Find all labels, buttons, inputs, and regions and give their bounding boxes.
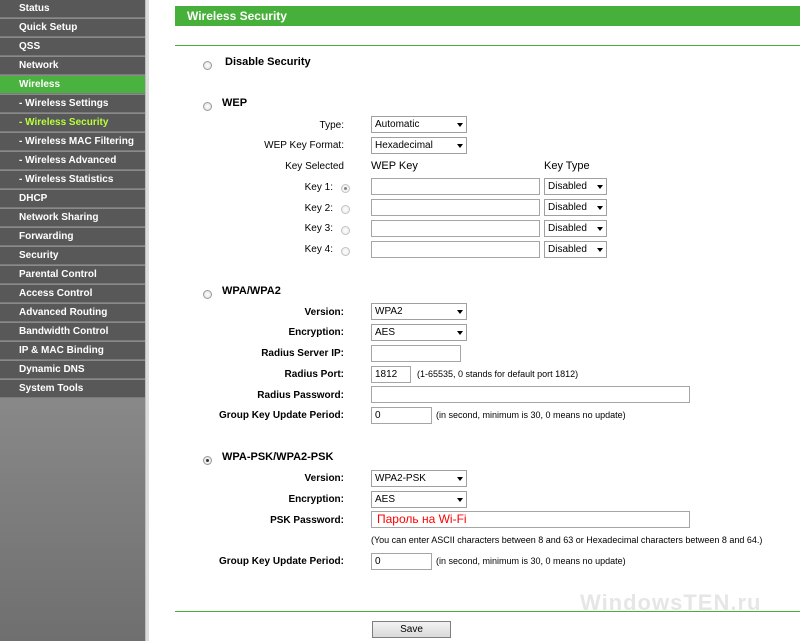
chevron-down-icon (597, 185, 603, 189)
sidebar-item-forwarding[interactable]: Forwarding (0, 228, 145, 246)
chevron-down-icon (457, 310, 463, 314)
radius-password-input[interactable] (371, 386, 690, 403)
key3-input[interactable] (371, 220, 540, 237)
sidebar-item-network-sharing[interactable]: Network Sharing (0, 209, 145, 227)
wep-key-header: WEP Key (371, 160, 418, 172)
key4-type-select[interactable] (544, 241, 607, 258)
key2-input[interactable] (371, 199, 540, 216)
page-title: Wireless Security (187, 9, 287, 23)
wpa-psk-radio[interactable] (203, 456, 212, 465)
psk-gkup-input[interactable]: 0 (371, 553, 432, 570)
psk-password-note: (You can enter ASCII characters between 8 and 63 or Hexadecimal characters between 8 and 64.) (371, 535, 763, 545)
wpa-encryption-select[interactable] (371, 324, 467, 341)
key3-label: Key 3: (304, 223, 333, 234)
psk-password-input[interactable]: Пароль на Wi-Fi (371, 511, 690, 528)
psk-encryption-value: AES (375, 494, 396, 505)
key3-type-value: Disabled (548, 223, 587, 234)
wpa-gkup-note: (in second, minimum is 30, 0 means no update) (436, 410, 626, 420)
save-button[interactable]: Save (372, 621, 451, 638)
key4-label: Key 4: (304, 244, 333, 255)
radius-port-label: Radius Port: (284, 369, 344, 380)
sidebar-item-dhcp[interactable]: DHCP (0, 190, 145, 208)
wpa-section-label: WPA/WPA2 (222, 285, 281, 297)
key2-label: Key 2: (304, 203, 333, 214)
radius-port-input[interactable]: 1812 (371, 366, 411, 383)
sidebar-item-dynamic-dns[interactable]: Dynamic DNS (0, 361, 145, 379)
sidebar-item-wireless-settings[interactable]: - Wireless Settings (0, 95, 145, 113)
key1-type-value: Disabled (548, 181, 587, 192)
sidebar-divider (145, 0, 149, 641)
wpa-radio[interactable] (203, 290, 212, 299)
sidebar-item-access-control[interactable]: Access Control (0, 285, 145, 303)
header-divider (175, 45, 800, 46)
key1-input[interactable] (371, 178, 540, 195)
page-header (175, 6, 800, 26)
disable-security-label: Disable Security (225, 56, 311, 68)
key-selected-header: Key Selected (285, 161, 344, 172)
chevron-down-icon (457, 498, 463, 502)
psk-version-select[interactable] (371, 470, 467, 487)
sidebar-item-bandwidth-control[interactable]: Bandwidth Control (0, 323, 145, 341)
psk-gkup-label: Group Key Update Period: (218, 556, 344, 567)
wpa-psk-section-label: WPA-PSK/WPA2-PSK (222, 451, 334, 463)
psk-encryption-select[interactable] (371, 491, 467, 508)
sidebar-item-wireless-advanced[interactable]: - Wireless Advanced (0, 152, 145, 170)
chevron-down-icon (597, 206, 603, 210)
key1-type-select[interactable] (544, 178, 607, 195)
sidebar-item-parental-control[interactable]: Parental Control (0, 266, 145, 284)
psk-version-value: WPA2-PSK (375, 473, 426, 484)
psk-password-label: PSK Password: (270, 515, 344, 526)
sidebar-item-quick-setup[interactable]: Quick Setup (0, 19, 145, 37)
psk-encryption-label: Encryption: (288, 494, 344, 505)
key3-radio[interactable] (341, 226, 350, 235)
watermark-text: WindowsTEN.ru (580, 590, 762, 615)
sidebar-item-status[interactable]: Status (0, 0, 145, 18)
sidebar-item-wireless-statistics[interactable]: - Wireless Statistics (0, 171, 145, 189)
sidebar-item-security[interactable]: Security (0, 247, 145, 265)
wep-key-format-label: WEP Key Format: (264, 140, 344, 151)
radius-server-ip-label: Radius Server IP: (261, 348, 344, 359)
sidebar-item-wireless-mac-filtering[interactable]: - Wireless MAC Filtering (0, 133, 145, 151)
wpa-version-select[interactable] (371, 303, 467, 320)
wep-key-format-value: Hexadecimal (375, 140, 433, 151)
key2-type-value: Disabled (548, 202, 587, 213)
radius-password-label: Radius Password: (257, 390, 344, 401)
psk-version-label: Version: (304, 473, 344, 484)
chevron-down-icon (457, 123, 463, 127)
wep-section-label: WEP (222, 97, 248, 109)
wpa-encryption-label: Encryption: (288, 327, 344, 338)
key4-type-value: Disabled (548, 244, 587, 255)
key3-type-select[interactable] (544, 220, 607, 237)
sidebar-item-wireless[interactable]: Wireless (0, 76, 145, 94)
psk-gkup-note: (in second, minimum is 30, 0 means no update) (436, 556, 626, 566)
wpa-gkup-input[interactable]: 0 (371, 407, 432, 424)
chevron-down-icon (597, 227, 603, 231)
key1-label: Key 1: (304, 182, 333, 193)
wep-key-format-select[interactable] (371, 137, 467, 154)
sidebar-item-system-tools[interactable]: System Tools (0, 380, 145, 398)
wep-type-select[interactable] (371, 116, 467, 133)
chevron-down-icon (457, 144, 463, 148)
key4-radio[interactable] (341, 247, 350, 256)
key4-input[interactable] (371, 241, 540, 258)
sidebar-item-wireless-security[interactable]: - Wireless Security (0, 114, 145, 132)
wpa-gkup-label: Group Key Update Period: (218, 410, 344, 421)
chevron-down-icon (457, 331, 463, 335)
radius-server-ip-input[interactable] (371, 345, 461, 362)
wpa-version-value: WPA2 (375, 306, 403, 317)
wpa-encryption-value: AES (375, 327, 396, 338)
wpa-version-label: Version: (304, 307, 344, 318)
disable-security-radio[interactable] (203, 61, 212, 70)
wep-type-label: Type: (319, 120, 344, 131)
key-type-header: Key Type (544, 160, 590, 172)
sidebar-item-network[interactable]: Network (0, 57, 145, 75)
chevron-down-icon (457, 477, 463, 481)
wep-type-value: Automatic (375, 119, 420, 130)
chevron-down-icon (597, 248, 603, 252)
sidebar-item-advanced-routing[interactable]: Advanced Routing (0, 304, 145, 322)
sidebar-item-qss[interactable]: QSS (0, 38, 145, 56)
wep-radio[interactable] (203, 102, 212, 111)
key2-type-select[interactable] (544, 199, 607, 216)
sidebar-menu (0, 0, 145, 641)
radius-port-note: (1-65535, 0 stands for default port 1812) (417, 369, 579, 379)
key1-radio[interactable] (341, 184, 350, 193)
sidebar-item-ip-mac-binding[interactable]: IP & MAC Binding (0, 342, 145, 360)
key2-radio[interactable] (341, 205, 350, 214)
